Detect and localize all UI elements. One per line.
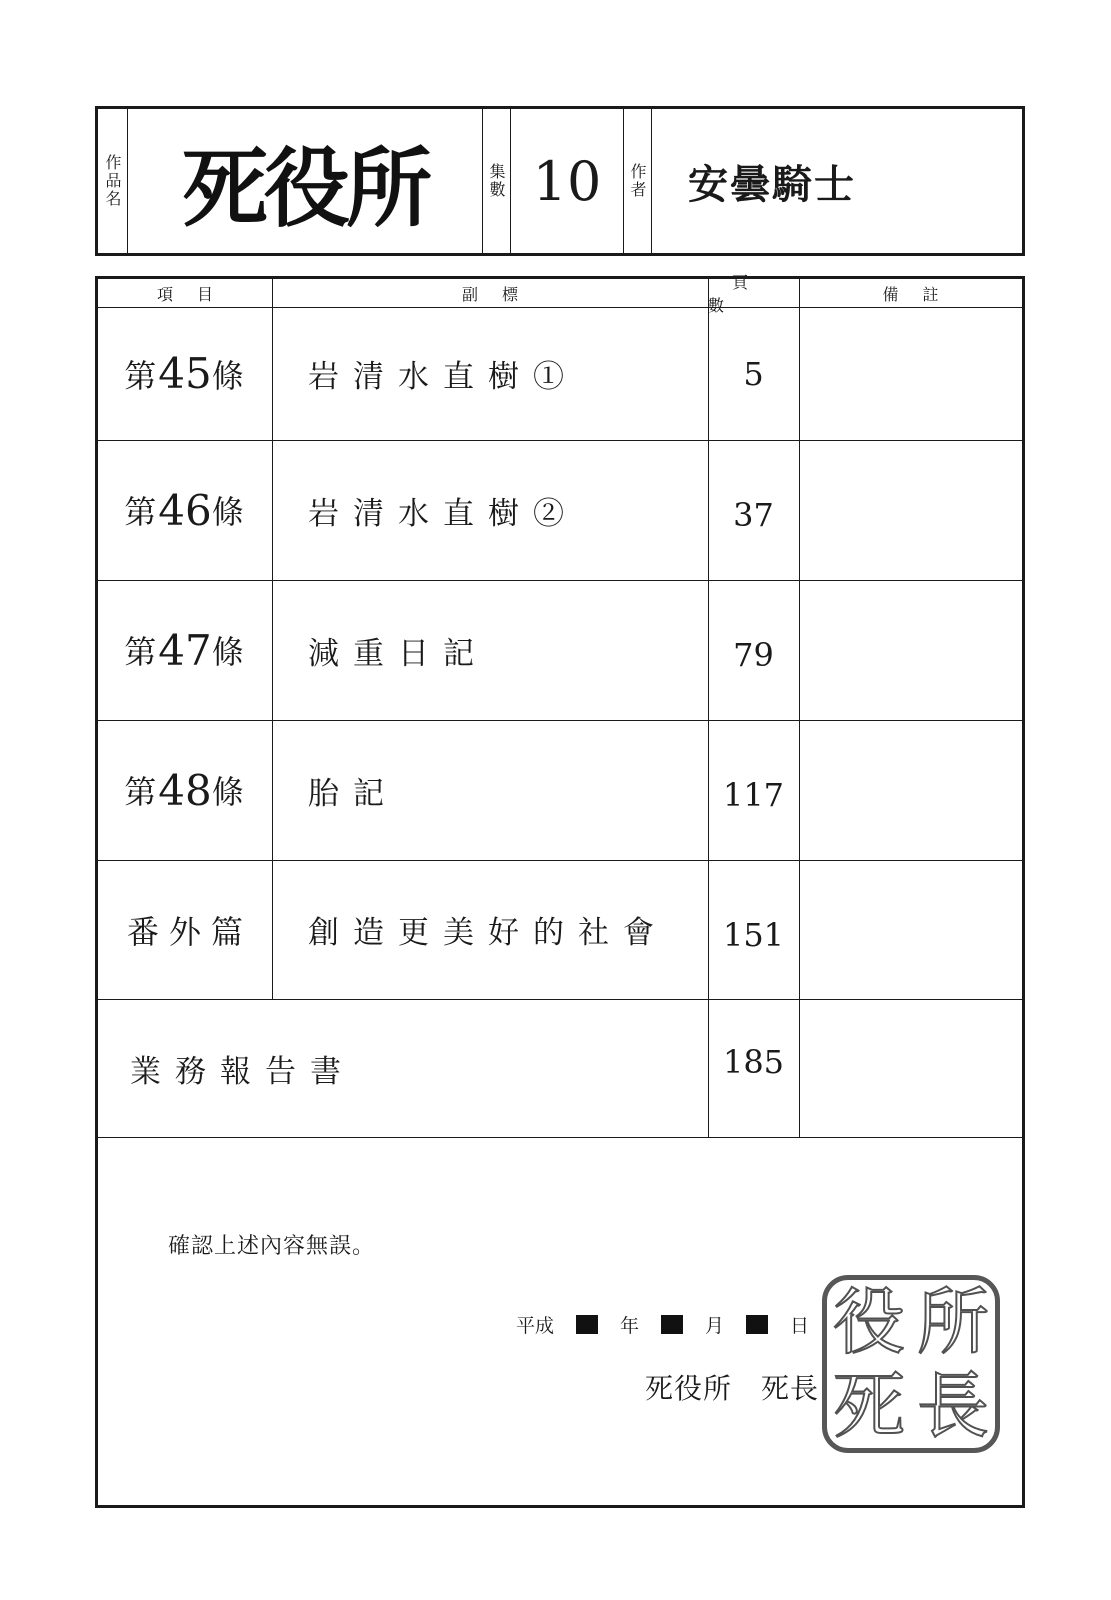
- seal-char: 長: [916, 1364, 989, 1448]
- table-row-page: 37: [733, 496, 774, 534]
- signature-text: 死役所 死長: [645, 1372, 820, 1405]
- header-box: [95, 106, 1025, 256]
- table-row-page: 79: [733, 636, 774, 674]
- table-header-row: [98, 273, 1022, 315]
- report-row-page: 185: [722, 1043, 785, 1081]
- col-header-subtitle: 副標: [461, 284, 542, 304]
- grid-line: [98, 1137, 1022, 1138]
- date-line: [516, 1311, 809, 1338]
- table-row-item: 第 46 條: [124, 485, 246, 535]
- redacted-block: [661, 1315, 683, 1334]
- table-row-subtitle: 胎記: [308, 775, 398, 812]
- table-row-subtitle: 岩清水直樹①: [308, 359, 578, 395]
- seal-char: 所: [916, 1280, 989, 1364]
- report-row-remark: [799, 999, 1022, 1137]
- official-seal-stamp: [822, 1275, 1000, 1453]
- seal-char: 役: [832, 1280, 905, 1364]
- table-row-item: 第 48 條: [124, 765, 246, 815]
- col-header-remarks: 備註: [882, 284, 963, 304]
- table-row-item: 第 47 條: [124, 625, 246, 675]
- table-row-page: 5: [743, 354, 764, 393]
- volume-label: 集數: [483, 109, 511, 253]
- table-row-remark: [799, 440, 1022, 580]
- table-row-remark: [799, 720, 1022, 860]
- seal-char: 死: [832, 1364, 905, 1448]
- volume-number: 10: [511, 109, 624, 253]
- table-row-subtitle: 創造更美好的社會: [308, 915, 668, 951]
- table-row-subtitle: 岩清水直樹②: [308, 495, 578, 532]
- table-row-remark: [799, 860, 1022, 999]
- report-row-label: 業務報告書: [130, 1053, 355, 1090]
- col-header-pages: 頁數: [708, 273, 773, 315]
- confirmation-text: 確認上述內容無誤。: [168, 1234, 376, 1259]
- table-row-remark: [799, 307, 1022, 440]
- redacted-block: [746, 1315, 768, 1334]
- author-name: 安曇騎士: [688, 161, 856, 208]
- contents-table: [95, 273, 1025, 1508]
- table-row-page: 151: [722, 915, 785, 954]
- table-row-subtitle: 減重日記: [308, 635, 488, 672]
- table-row-item: 番外篇: [126, 912, 253, 951]
- table-row-item: 第 45 條: [124, 349, 246, 398]
- date-month: 月: [705, 1315, 725, 1337]
- col-header-item: 項目: [156, 284, 237, 304]
- redacted-block: [576, 1315, 598, 1334]
- date-era: 平成: [516, 1315, 555, 1337]
- date-year: 年: [620, 1315, 640, 1337]
- author-label: 作者: [624, 109, 652, 253]
- table-row-page: 117: [722, 776, 785, 814]
- work-title: 死役所: [128, 109, 483, 253]
- table-row-remark: [799, 580, 1022, 720]
- date-day: 日: [790, 1315, 810, 1337]
- title-label: 作品名: [98, 109, 128, 253]
